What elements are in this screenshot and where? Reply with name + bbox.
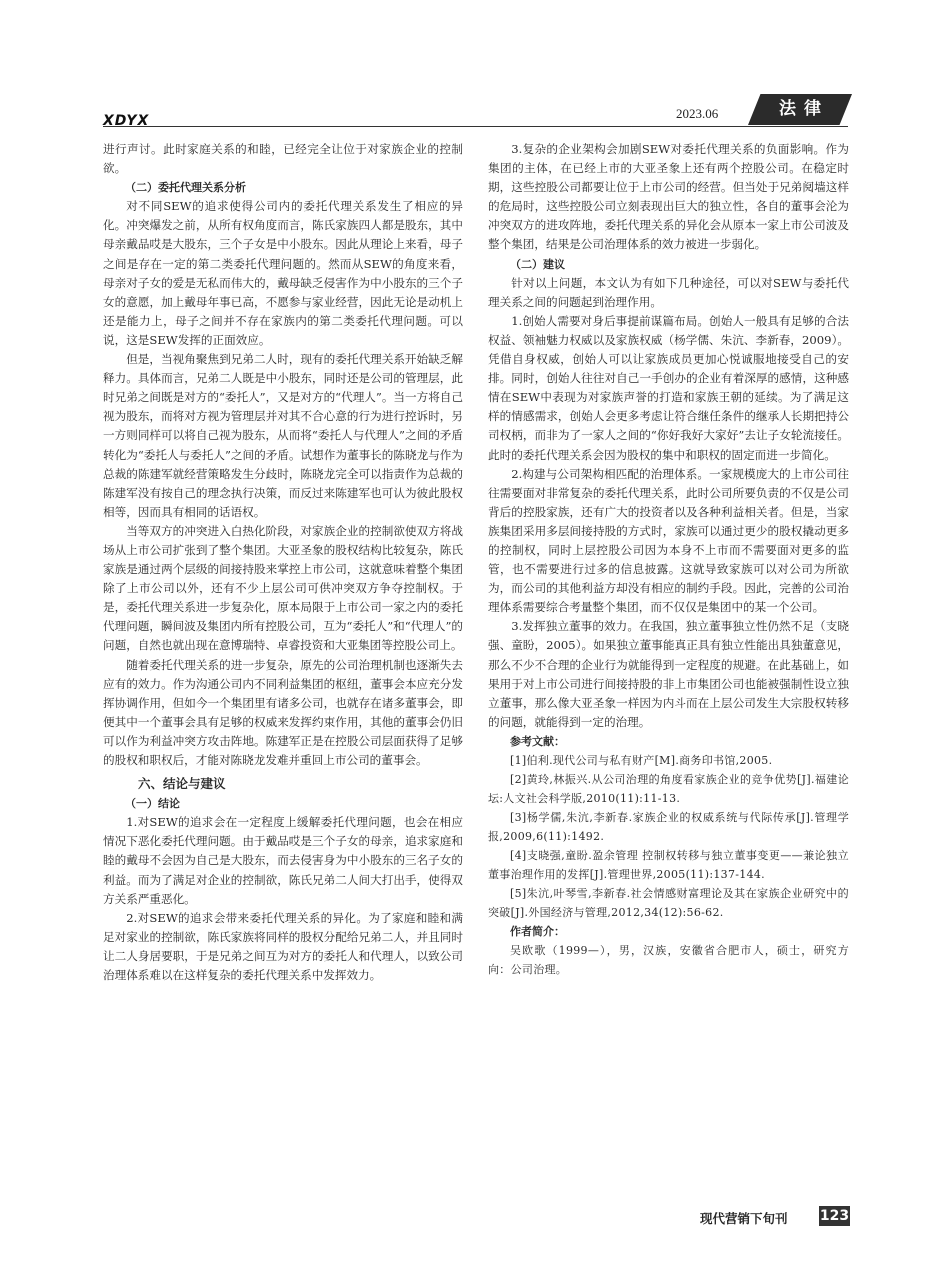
paragraph: 3.复杂的企业架构会加剧SEW对委托代理关系的负面影响。作为集团的主体，在已经上市的大亚圣象上还有两个控股公司。在稳定时期，这些控股公司都要让位于上市公司的经营。但当处于兄弟阋墙这样的危局时，这些控股公司立刻表现出巨大的独立性，各自的董事会沦为冲突双方的进攻阵地，委托代理关系的异化会从原本一家上市公司波及整个集团，结果是公司治理体系的效力被进一步弱化。 (488, 142, 849, 252)
reference-item: [2]黄玲,林振兴.从公司治理的角度看家族企业的竞争优势[J].福建论坛:人文社会科学版,2010(11):11-13. (488, 773, 849, 805)
left-column (103, 140, 463, 985)
paragraph: 当等双方的冲突进入白热化阶段，对家族企业的控制欲使双方将战场从上市公司扩张到了整个集团。大亚圣象的股权结构比较复杂，陈氏家族是通过两个层级的间接持股来掌控上市公司，这就意味着整个集团除了上市公司以外，还有不少上层公司可供冲突双方争夺控制权。于是，委托代理关系进一步复杂化，原本局限于上市公司一家之内的委托代理问题，瞬间波及集团内所有控股公司，互为“委托人”和“代理人”的问题，自然也就出现在意博瑞特、卓睿投资和大亚集团等控股公司上。 (103, 523, 463, 653)
paragraph: 1.对SEW的追求会在一定程度上缓解委托代理问题，也会在相应情况下恶化委托代理问题。由于戴品哎是三个子女的母亲，追求家庭和睦的戴母不会因为自己是大股东，而去侵害身为中小股东的三名子女的利益。而为了满足对企业的控制欲，陈氏兄弟二人间大打出手，使得双方关系严重恶化。 (103, 815, 463, 906)
right-column (488, 140, 849, 979)
references-heading: 参考文献： (510, 734, 565, 748)
paragraph: 但是，当视角聚焦到兄弟二人时，现有的委托代理关系开始缺乏解释力。具体而言，兄弟二人既是中小股东，同时还是公司的管理层，此时兄弟之间既是对方的“委托人”，又是对方的“代理人”。当一方将自己视为股东，而将对方视为管理层并对其不合心意的行为进行控诉时，另一方则同样可以将自己视为股东，从而将“委托人与代理人”之间的矛盾转化为“委托人与委托人”之间的矛盾。试想作为董事长的陈晓龙与作为总裁的陈建军就经营策略发生分歧时，陈晓龙完全可以指责作为总裁的陈建军没有按自己的理念执行决策，而反过来陈建军也可认为彼此股权相等，因而具有相同的话语权。 (103, 352, 463, 519)
author-heading: 作者简介： (510, 925, 565, 938)
paragraph: 针对以上问题，本文认为有如下几种途径，可以对SEW与委托代理关系之间的问题起到治理作用。 (488, 275, 849, 309)
footer-journal-name: 现代营销下旬刊 (700, 1211, 788, 1226)
subheading-principal-agent: （二）委托代理关系分析 (125, 181, 246, 195)
paragraph: 1.创始人需要对身后事提前谋篇布局。创始人一般具有足够的合法权益、领袖魅力权威以及家族权威（杨学儒、朱沆、李新春，2009）。凭借自身权威，创始人可以让家族成员更加心悦诚服地接受自己的安排。同时，创始人往往对自己一手创办的企业有着深厚的感情，这种感情在SEW中表现为对家族声誉的打造和家族王朝的延续。为了满足这样的情感需求，创始人会更多考虑让符合继任条件的继承人长期把持公司权柄，而非为了一家人之间的“你好我好大家好”去让子女轮流接任。此时的委托代理关系会因为股权的集中和职权的固定而进一步简化。 (488, 313, 849, 462)
reference-item: [1]伯利.现代公司与私有财产[M].商务印书馆,2005. (510, 754, 773, 767)
page-number: 123 (819, 1208, 850, 1224)
section-label: 法律 (779, 99, 829, 119)
section-heading-conclusion: 六、结论与建议 (138, 776, 226, 792)
paragraph: 进行声讨。此时家庭关系的和睦，已经完全让位于对家族企业的控制欲。 (103, 142, 463, 176)
reference-item: [5]朱沆,叶琴雪,李新春.社会情感财富理论及其在家族企业研究中的突破[J].外国经济与管理,2012,34(12):56-62. (488, 887, 849, 919)
subheading-conclusion: （一）结论 (125, 797, 180, 811)
paragraph: 2.构建与公司架构相匹配的治理体系。一家规模庞大的上市公司往往需要面对非常复杂的委托代理关系，此时公司所要负责的不仅是公司背后的控股家族，还有广大的投资者以及各种利益相关者。但是，当家族集团采用多层间接持股的方式时，家族可以通过更少的股权撬动更多的控制权，同时上层控股公司因为本身不上市而不需要面对更多的监管，也不需要进行过多的信息披露。这就导致家族可以对公司为所欲为，而公司的其他利益方却没有相应的制约手段。因此，完善的公司治理体系需要综合考量整个集团，而不仅仅是集团中的某一个公司。 (488, 466, 849, 615)
paragraph: 2.对SEW的追求会带来委托代理关系的异化。为了家庭和睦和满足对家业的控制欲，陈氏家族将同样的股权分配给兄弟二人，并且同时让二人身居要职，于是兄弟之间互为对方的委托人和代理人，以致公司治理体系难以在这样复杂的委托代理关系中发挥效力。 (103, 910, 463, 983)
reference-item: [3]杨学儒,朱沆,李新春.家族企业的权威系统与代际传承[J].管理学报,2009,6(11):1492. (488, 811, 849, 843)
author-bio: 吴欧歌（1999—），男，汉族，安徽省合肥市人，硕士，研究方向：公司治理。 (488, 944, 849, 977)
header-rule (103, 126, 848, 127)
reference-item: [4]支晓强,童盼.盈余管理 控制权转移与独立董事变更——兼论独立董事治理作用的发挥[J].管理世界,2005(11):137-144. (488, 849, 849, 881)
issue-date: 2023.06 (676, 106, 719, 121)
paragraph: 3.发挥独立董事的效力。在我国，独立董事独立性仍然不足（支晓强、童盼，2005）。如果独立董事能真正具有独立性能出具独董意见，那么不少不合理的企业行为就能得到一定程度的规避。在此基础上，如果用于对上市公司进行间接持股的非上市集团公司也能被强制性设立独立董事，那么像大亚圣象一样因为内斗而在上层公司发生大宗股权转移的问题，就能得到一定的治理。 (488, 619, 849, 729)
journal-abbreviation: XDYX (103, 113, 150, 129)
subheading-suggestions: （二）建议 (510, 257, 565, 271)
paragraph: 对不同SEW的追求使得公司内的委托代理关系发生了相应的异化。冲突爆发之前，从所有权角度而言，陈氏家族四人都是股东，其中母亲戴品哎是大股东，三个子女是中小股东。因此从理论上来看，母子之间是存在一定的第二类委托代理问题的。然而从SEW的角度来看，母亲对子女的爱是无私而伟大的，戴母缺乏侵害作为中小股东的三个子女的意愿，加上戴母年事已高，不愿参与家业经营，因此无论是动机上还是能力上，母子之间并不存在家族内的第二类委托代理问题。可以说，这是SEW发挥的正面效应。 (103, 199, 463, 347)
paragraph: 随着委托代理关系的进一步复杂，原先的公司治理机制也逐渐失去应有的效力。作为沟通公司内不同利益集团的枢纽，董事会本应充分发挥协调作用，但如今一个集团里有诸多公司，也就存在诸多董事会，即便其中一个董事会具有足够的权威来发挥约束作用，其他的董事会仍旧可以作为利益冲突方攻击阵地。陈建军正是在控股公司层面获得了足够的股权和职权后，才能对陈晓龙发难并重回上市公司的董事会。 (103, 657, 463, 767)
